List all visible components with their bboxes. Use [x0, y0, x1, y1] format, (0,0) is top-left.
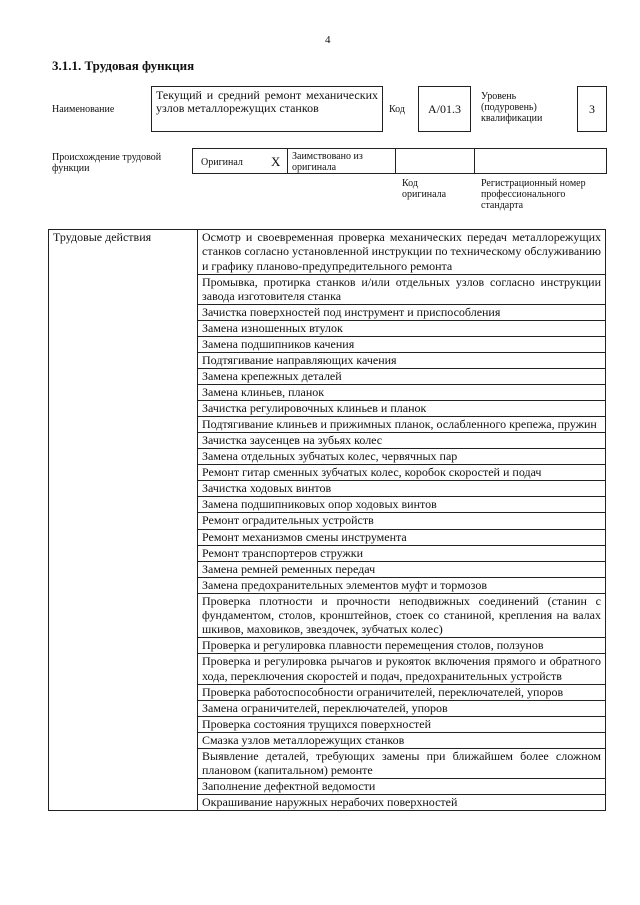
labor-action-item: Заполнение дефектной ведомости: [198, 779, 606, 795]
labor-action-item: Замена предохранительных элементов муфт и тормозов: [198, 577, 606, 593]
labor-actions-label: Трудовые действия: [49, 230, 198, 811]
labor-action-item: Проверка работоспособности ограничителей, переключателей, упоров: [198, 684, 606, 700]
reg-number-cell: [474, 148, 607, 174]
labor-action-item: Зачистка заусенцев на зубьях колес: [198, 433, 606, 449]
labor-action-item: Проверка и регулировка плавности перемещения столов, ползунов: [198, 638, 606, 654]
labor-action-item: Подтягивание клиньев и прижимных планок, ослабленного крепежа, пружин: [198, 417, 606, 433]
borrowed-cell: [287, 148, 396, 174]
labor-action-item: Зачистка регулировочных клиньев и планок: [198, 401, 606, 417]
labor-action-item: Окрашивание наружных нерабочих поверхностей: [198, 795, 606, 811]
labor-action-item: Зачистка ходовых винтов: [198, 481, 606, 497]
labor-action-item: Ремонт механизмов смены инструмента: [198, 529, 606, 545]
labor-action-item: Ремонт гитар сменных зубчатых колес, коробок скоростей и подач: [198, 465, 606, 481]
page-number: 4: [325, 34, 331, 46]
level-label: Уровень (подуровень) квалификации: [481, 91, 543, 124]
labor-actions-table: [48, 229, 606, 811]
borrowed-label: Заимствовано из оригинала: [292, 151, 363, 173]
function-name: Текущий и средний ремонт механических узлов металлорежущих станков: [151, 86, 383, 132]
section-heading: 3.1.1. Трудовая функция: [52, 58, 195, 73]
original-label: Оригинал: [201, 157, 243, 168]
origin-code-caption: Код оригинала: [402, 178, 447, 200]
code-label: Код: [389, 104, 405, 115]
function-code: А/01.3: [418, 86, 471, 132]
qualification-level: 3: [577, 86, 607, 132]
table-row: [49, 230, 606, 275]
labor-action-item: Замена клиньев, планок: [198, 385, 606, 401]
labor-action-item: Проверка состояния трущихся поверхностей: [198, 716, 606, 732]
original-mark: X: [271, 154, 281, 169]
labor-action-item: Замена ремней ременных передач: [198, 561, 606, 577]
labor-action-item: Замена ограничителей, переключателей, упоров: [198, 700, 606, 716]
labor-action-item: Смазка узлов металлорежущих станков: [198, 732, 606, 748]
original-cell: [192, 148, 288, 174]
labor-action-item: Зачистка поверхностей под инструмент и приспособления: [198, 304, 606, 320]
labor-action-item: Выявление деталей, требующих замены при ближайшем более сложном плановом (капитальном) ремонте: [198, 748, 606, 778]
labor-action-item: Замена изношенных втулок: [198, 320, 606, 336]
labor-action-item: Промывка, протирка станков и/или отдельных узлов согласно инструкции завода изготовителя станка: [198, 274, 606, 304]
labor-action-item: Замена отдельных зубчатых колес, червячных пар: [198, 449, 606, 465]
origin-label: Происхождение трудовой функции: [52, 152, 162, 174]
labor-action-item: Ремонт транспортеров стружки: [198, 545, 606, 561]
labor-action-item: Замена подшипниковых опор ходовых винтов: [198, 497, 606, 513]
labor-action-item: Проверка и регулировка рычагов и рукояток включения прямого и обратного хода, переключения скоростей и подач, предохранительных устройств: [198, 654, 606, 684]
name-label: Наименование: [52, 104, 115, 115]
labor-action-item: Ремонт оградительных устройств: [198, 513, 606, 529]
labor-action-item: Осмотр и своевременная проверка механических передач металлорежущих станков согласно установленной инструкции по техническому обслуживанию и графику планово-предупредительного ремонта: [198, 230, 606, 275]
labor-action-item: Замена подшипников качения: [198, 336, 606, 352]
labor-action-item: Замена крепежных деталей: [198, 369, 606, 385]
labor-action-item: Проверка плотности и прочности неподвижных соединений (станин с фундаментом, столов, кронштейнов, стоек со станиной, крепления на валах шкивов, маховиков, звездочек, зубчатых колес): [198, 593, 606, 638]
labor-action-item: Подтягивание направляющих качения: [198, 352, 606, 368]
origin-code-cell: [395, 148, 475, 174]
reg-number-caption: Регистрационный номер профессионального стандарта: [481, 178, 586, 211]
